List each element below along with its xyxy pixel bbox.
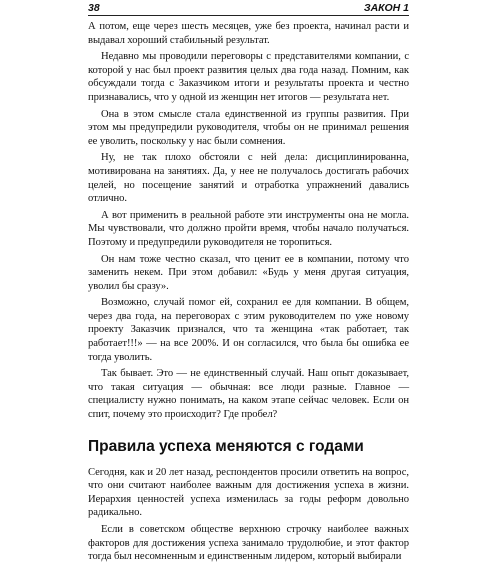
paragraph: Если в советском обществе верхнюю строчку наиболее важных факторов для достижения успеха занимало трудолюбие, и этот фактор тогда был несомненным и единственным лидером, который выбирали — [88, 524, 409, 563]
section-1-body — [88, 20, 409, 422]
running-header — [88, 2, 409, 16]
paragraph: Ну, не так плохо обстояли с ней дела: дисциплинированна, мотивирована на занятиях. Да, у нее не получалось достигать рабочих целей, но посещение занятий и отработка упражнений давались отлично. — [88, 152, 409, 205]
paragraph: Сегодня, как и 20 лет назад, респондентов просили ответить на вопрос, что они считают наиболее важным для достижения успеха в жизни. Иерархия ценностей успеха изменилась за годы реформ довольно радикально. — [88, 466, 409, 519]
running-title: ЗАКОН 1 — [363, 2, 409, 14]
section-heading: Правила успеха меняются с годами — [88, 437, 364, 455]
paragraph: Недавно мы проводили переговоры с представителями компании, с которой у нас был проект развития целых два года назад. Помним, как обсуждали тогда с Заказчиком итоги и результаты проекта и честно признавались, что у одной из женщин нет итогов — результата нет. — [88, 51, 409, 103]
paragraph: А вот применить в реальной работе эти инструменты она не могла. Мы чувствовали, что должно пройти время, чтобы начало получаться. Поэтому и предупредили руководителя не торопиться. — [88, 209, 409, 248]
paragraph: Так бывает. Это — не единственный случай. Наш опыт доказывает, что такая ситуация — обычная: все люди разные. Главное — специалисту нужно понимать, на каком этапе сейчас человек. Если он спит, почему это происходит? Где пробел? — [88, 368, 409, 421]
page-number: 38 — [88, 2, 100, 14]
paragraph: А потом, еще через шесть месяцев, уже без проекта, начинал расти и выдавал хороший стабильный результат. — [88, 21, 409, 46]
section-2-body — [88, 466, 409, 564]
paragraph: Возможно, случай помог ей, сохранил ее для компании. В общем, через два года, на переговорах с этим руководителем по уже новому проекту Заказчик признался, что та женщина «так работает, так работает!!!» — на все 200%. И он согласился, что была бы ошибка ее тогда уволить. — [88, 297, 409, 363]
paragraph: Она в этом смысле стала единственной из группы развития. При этом мы предупредили руководителя, чтобы он не принимал решения ее уволить, поскольку у нас были сомнения. — [88, 108, 409, 147]
paragraph: Он нам тоже честно сказал, что ценит ее в компании, потому что заменить некем. При этом добавил: «Будь у меня другая ситуация, уволил бы сразу». — [88, 253, 409, 292]
